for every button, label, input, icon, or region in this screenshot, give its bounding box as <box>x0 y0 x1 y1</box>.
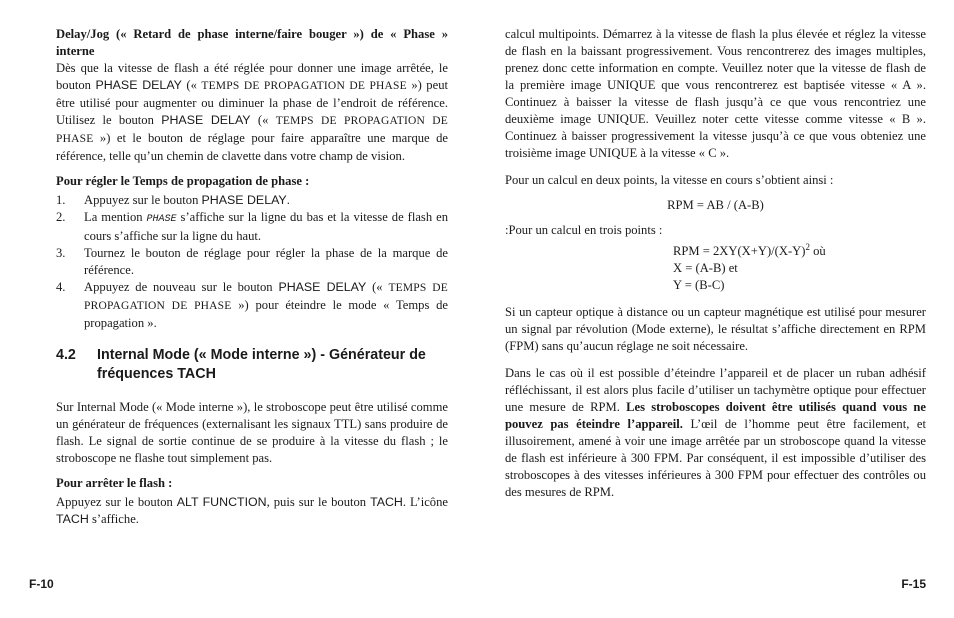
internal-mode-paragraph: Sur Internal Mode (« Mode interne »), le stroboscope peut être utilisé comme un générateur de fréquences (externalisant les signaux TTL) sans produire de flash. Le signal de sortie continue de se produire à la vitesse du flash ; le stroboscope ne flashe tout simplement pas. <box>56 400 448 465</box>
text-run: ») et le bouton de réglage pour faire apparaître une marque de référence, telle qu’un chemin de clavette dans votre champ de vision. <box>56 131 448 163</box>
phase-delay-button-label: PHASE DELAY <box>201 193 287 207</box>
text-run: L’œil de l’homme peut être facilement, et illusoirement, amené à voir une image arrêtée par un stroboscope quand la vitesse de flash est inférieure à 300 FPM. Par conséquent, il est impossible d’utiliser des stroboscopes à des vitesses inférieures à 300 FPM pour effectuer des contrôles ou des mesures de RPM. <box>505 417 927 499</box>
text-run: Appuyez sur le bouton <box>84 193 202 207</box>
formula-line: X = (A-B) et <box>673 261 738 275</box>
phase-delay-translation: TEMPS DE PROPAGATION DE PHASE <box>56 115 448 145</box>
stroboscope-paragraph <box>505 365 926 501</box>
step-number: 3. <box>56 246 66 260</box>
formula-three-point <box>505 239 926 294</box>
lcd-phase-label: PHASE <box>146 214 177 225</box>
list-item <box>56 279 448 332</box>
step-number: 4. <box>56 280 66 294</box>
adjust-delay-heading: Pour régler le Temps de propagation de phase : <box>56 174 310 188</box>
formula-text: RPM = 2XY(X+Y)/(X-Y) <box>673 244 806 258</box>
sensor-paragraph: Si un capteur optique à distance ou un capteur magnétique est utilisé pour mesurer un signal par révolution (Mode externe), le résultat s’affiche directement en RPM (FPM) sans qu’aucun réglage ne soit nécessaire. <box>505 305 926 353</box>
phase-delay-button-label: PHASE DELAY <box>278 280 367 294</box>
text-run: Tournez le bouton de réglage pour régler la phase de la marque de référence. <box>84 246 448 277</box>
stop-flash-heading: Pour arrêter le flash : <box>56 476 173 490</box>
formula-two-point: RPM = AB / (A-B) <box>667 198 764 212</box>
adjust-steps-list <box>56 192 448 332</box>
three-point-paragraph: :Pour un calcul en trois points : <box>505 223 663 237</box>
text-run: , puis sur le bouton <box>266 495 371 509</box>
phase-delay-translation: TEMPS DE PROPAGATION DE PHASE <box>84 282 448 312</box>
list-item <box>56 192 448 209</box>
text-run: (« <box>181 78 202 92</box>
formula-line: Y = (B-C) <box>673 278 725 292</box>
tach-icon-label: TACH <box>56 512 89 526</box>
list-item <box>56 209 448 245</box>
formula-text: où <box>809 244 826 258</box>
section-title: Internal Mode (« Mode interne ») - Générateur de fréquences TACH <box>97 347 426 382</box>
step-number: 1. <box>56 193 66 207</box>
text-run: La mention <box>84 210 147 224</box>
text-run: Appuyez de nouveau sur le bouton <box>84 280 279 294</box>
text-run: . L’icône <box>402 495 448 509</box>
delay-jog-heading: Delay/Jog (« Retard de phase interne/faire bouger ») de « Phase » interne <box>56 27 448 58</box>
text-run: ») peut être utilisé pour augmenter ou diminuer la phase de l’endroit de référence. Utilisez le bouton <box>56 78 448 127</box>
left-column <box>56 26 448 536</box>
section-heading <box>56 346 448 384</box>
text-run: Appuyez sur le bouton <box>56 495 177 509</box>
delay-jog-paragraph <box>56 60 448 165</box>
text-run: s’affiche sur la ligne du bas et la vitesse de flash en cours s’affiche sur la ligne du haut. <box>84 210 448 243</box>
list-item <box>56 245 448 279</box>
text-run: Dans le cas où il est possible d’éteindre l’appareil et de placer un ruban adhésif réfléchissant, il est alors plus facile d’utiliser un tachymètre optique pour effectuer une mesure de RPM. <box>505 366 926 414</box>
section-number: 4.2 <box>56 347 76 363</box>
text-run: ») pour éteindre le mode « Temps de propagation ». <box>84 298 448 330</box>
formula-line <box>505 239 926 260</box>
alt-function-button-label: ALT FUNCTION <box>176 495 267 509</box>
text-run: s’affiche. <box>88 512 139 526</box>
step-number: 2. <box>56 210 66 224</box>
text-run: (« <box>250 113 276 127</box>
right-column <box>505 26 926 509</box>
phase-delay-button-label: PHASE DELAY <box>95 78 182 92</box>
text-run: Dès que la vitesse de flash a été réglée pour donner une image arrêtée, le bouton <box>56 61 448 92</box>
tach-button-label: TACH <box>370 495 403 509</box>
page-number-left: F-10 <box>29 577 54 591</box>
two-point-paragraph: Pour un calcul en deux points, la vitesse en cours s’obtient ainsi : <box>505 173 834 187</box>
phase-delay-button-label: PHASE DELAY <box>161 113 251 127</box>
warning-text: Les stroboscopes doivent être utilisés quand vous ne pouvez pas éteindre l’appareil. <box>505 400 926 431</box>
text-run: (« <box>366 280 389 294</box>
text-run: . <box>286 193 290 207</box>
multipoint-paragraph: calcul multipoints. Démarrez à la vitesse de flash la plus élevée et réglez la vitesse de flash en la baissant progressivement. Vous rencontrerez des images multiples, prenez donc cette information en compte. Veuillez noter que la vitesse de flash de la première image UNIQUE que vous rencontrerez est baptisée vitesse « A ». Continuez à baisser la vitesse de flash jusqu’à ce que vous rencontriez une deuxième image UNIQUE. Veuillez noter cette vitesse comme vitesse « B ». Continuez à baisser progressivement la vitesse jusqu’à ce que vous obteniez une troisième image UNIQUE à la vitesse « C ». <box>505 27 926 160</box>
formula-exponent: 2 <box>805 242 810 252</box>
page-number-right: F-15 <box>901 577 926 591</box>
stop-flash-paragraph <box>56 494 448 528</box>
phase-delay-translation: TEMPS DE PROPAGATION DE PHASE <box>201 80 407 92</box>
